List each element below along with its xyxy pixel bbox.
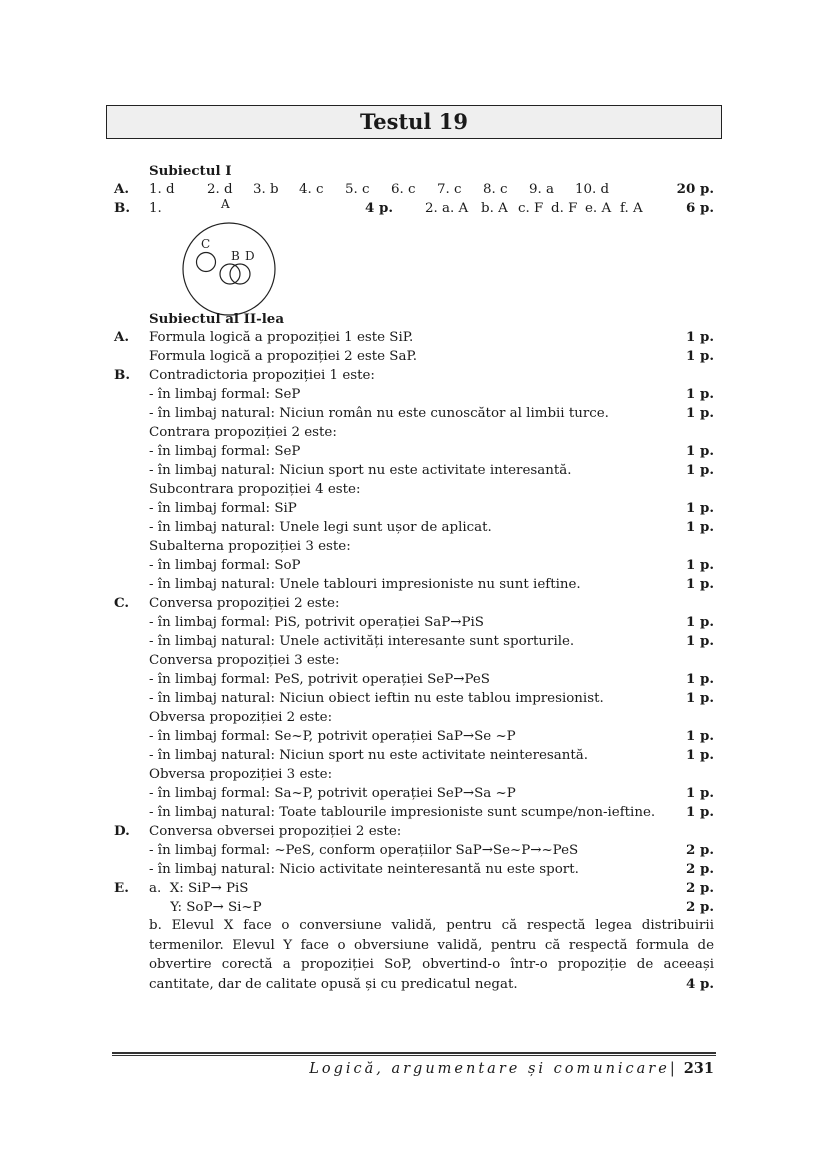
answer-line: - în limbaj formal: SiP (149, 501, 297, 516)
points: 4 p. (685, 976, 714, 992)
points: 1 p. (685, 671, 714, 687)
answer-line: Contrara propoziției 2 este: (149, 425, 337, 440)
answer-item: 10. d (575, 182, 610, 197)
answer-line: Conversa obversei propoziției 2 este: (149, 824, 402, 839)
answer-line: - în limbaj formal: ~PeS, conform operațiilor SaP→Se~P→~PeS (149, 843, 579, 858)
answer-line: Contradictoria propoziției 1 este: (149, 368, 375, 383)
subject-2-c-row (0, 803, 828, 822)
answer-item: a. A (442, 201, 469, 216)
subject-2-b-row (0, 442, 828, 461)
answer-line: - în limbaj formal: PeS, potrivit operației SeP→PeS (149, 672, 490, 687)
section-label: D. (114, 823, 130, 839)
points: 1 p. (685, 747, 714, 763)
answer-item: b. A (481, 201, 508, 216)
subject-2-b-row (0, 385, 828, 404)
answer-line: - în limbaj natural: Unele legi sunt ușor de aplicat. (149, 520, 492, 535)
points: 1 p. (685, 348, 714, 364)
points: 1 p. (685, 785, 714, 801)
answer-line: - în limbaj formal: SeP (149, 387, 301, 402)
points: 1 p. (685, 728, 714, 744)
venn-diagram (181, 220, 281, 316)
answer-line: - în limbaj formal: SeP (149, 444, 301, 459)
subject-2-b-row (0, 404, 828, 423)
footer-title: Logică, argumentare și comunicare| (309, 1061, 678, 1077)
points: 1 p. (685, 462, 714, 478)
points: 2 p. (685, 899, 714, 915)
explanation-points-row (0, 975, 828, 994)
subject-2-a-row (0, 347, 828, 366)
subject-1-heading-row (0, 162, 828, 181)
points: 2 p. (685, 861, 714, 877)
answer-line: - în limbaj natural: Unele activități interesante sunt sporturile. (149, 634, 575, 649)
answer-item: 9. a (529, 182, 555, 197)
venn-label-a: A (221, 197, 230, 211)
subject-1-heading: Subiectul I (149, 163, 232, 179)
page-number: 231 (683, 1060, 714, 1077)
item-number: 1. (149, 201, 162, 216)
footer-rule (112, 1052, 716, 1054)
subject-2-b-row (0, 575, 828, 594)
points: 1 p. (685, 386, 714, 402)
answer-item: 2. d (207, 182, 233, 197)
answer-line: a. X: SiP→ PiS (149, 881, 249, 896)
subject-2-c-row (0, 651, 828, 670)
subject-2-b-row (0, 499, 828, 518)
answer-line: - în limbaj natural: Niciun sport nu este activitate interesantă. (149, 463, 572, 478)
subject-2-b-row (0, 461, 828, 480)
points: 1 p. (685, 329, 714, 345)
answer-line: - în limbaj formal: Sa~P, potrivit operației SeP→Sa ~P (149, 786, 516, 801)
item-number: 2. (425, 201, 438, 216)
answer-item: 3. b (253, 182, 279, 197)
answer-line: - în limbaj natural: Niciun obiect ieftin nu este tablou impresionist. (149, 691, 604, 706)
answer-item: d. F (551, 201, 578, 216)
answer-line: - în limbaj natural: Niciun român nu este cunoscător al limbii turce. (149, 406, 609, 421)
subject-2-c-row (0, 594, 828, 613)
subject-2-c-row (0, 613, 828, 632)
answer-line: - în limbaj natural: Nicio activitate neinteresantă nu este sport. (149, 862, 579, 877)
points: 2 p. (685, 880, 714, 896)
section-label: A. (114, 329, 130, 345)
subject-2-c-row (0, 632, 828, 651)
subject-1-b-row (0, 199, 828, 218)
answer-line: Subalterna propoziției 3 este: (149, 539, 351, 554)
page-footer (309, 1060, 714, 1077)
subject-2-b-row (0, 518, 828, 537)
points: 4 p. (365, 200, 394, 216)
points: 1 p. (685, 405, 714, 421)
subject-2-heading-row (0, 310, 828, 329)
section-label: C. (114, 595, 130, 611)
answer-item: 6. c (391, 182, 416, 197)
section-label: E. (114, 880, 129, 896)
points: 1 p. (685, 519, 714, 535)
subject-2-c-row (0, 746, 828, 765)
points: 1 p. (685, 804, 714, 820)
answer-line: - în limbaj natural: Toate tablourile impresioniste sunt scumpe/non-ieftine. (149, 805, 656, 820)
answer-line: - în limbaj formal: SoP (149, 558, 301, 573)
answer-item: 8. c (483, 182, 508, 197)
points: 2 p. (685, 842, 714, 858)
answer-item: 1. d (149, 182, 175, 197)
answer-line: - în limbaj formal: Se~P, potrivit operației SaP→Se ~P (149, 729, 516, 744)
subject-2-d-row (0, 860, 828, 879)
answer-line: - în limbaj natural: Niciun sport nu este activitate neinteresantă. (149, 748, 589, 763)
answer-line: Obversa propoziției 3 este: (149, 767, 333, 782)
section-label: B. (114, 367, 130, 383)
subject-2-b-row (0, 366, 828, 385)
answer-item: c. F (518, 201, 544, 216)
points: 20 p. (676, 181, 714, 197)
subject-2-c-row (0, 708, 828, 727)
points: 1 p. (685, 443, 714, 459)
footer-rule (112, 1055, 716, 1056)
subject-2-d-row (0, 822, 828, 841)
points: 6 p. (685, 200, 714, 216)
answer-line: - în limbaj natural: Unele tablouri impresioniste nu sunt ieftine. (149, 577, 581, 592)
venn-label-c: C (201, 237, 211, 251)
subject-2-b-row (0, 423, 828, 442)
answer-item: f. A (620, 201, 643, 216)
points: 1 p. (685, 633, 714, 649)
answer-line: Subcontrara propoziției 4 este: (149, 482, 361, 497)
answer-item: 5. c (345, 182, 370, 197)
subject-2-c-row (0, 689, 828, 708)
points: 1 p. (685, 690, 714, 706)
points: 1 p. (685, 576, 714, 592)
answer-item: 4. c (299, 182, 324, 197)
subject-2-b-row (0, 556, 828, 575)
venn-label-b: B (231, 249, 240, 263)
subject-1-a-row (0, 180, 828, 199)
answer-line: - în limbaj formal: PiS, potrivit operației SaP→PiS (149, 615, 484, 630)
subject-2-d-row (0, 841, 828, 860)
answer-line: Conversa propoziției 2 este: (149, 596, 340, 611)
subject-2-heading: Subiectul al II-lea (149, 311, 284, 327)
subject-2-a-row (0, 328, 828, 347)
subject-2-e-row (0, 879, 828, 898)
answer-item: 7. c (437, 182, 462, 197)
points: 1 p. (685, 614, 714, 630)
circle-c (197, 253, 216, 272)
venn-label-d: D (245, 249, 255, 263)
page-title: Testul 19 (106, 105, 722, 139)
answer-line: Obversa propoziției 2 este: (149, 710, 333, 725)
subject-2-c-row (0, 670, 828, 689)
subject-2-c-row (0, 784, 828, 803)
section-label: B. (114, 200, 130, 216)
subject-2-c-row (0, 765, 828, 784)
answer-item: e. A (585, 201, 612, 216)
subject-2-b-row (0, 480, 828, 499)
points: 1 p. (685, 500, 714, 516)
subject-2-c-row (0, 727, 828, 746)
answer-line: Y: SoP→ Si~P (149, 900, 262, 915)
outer-circle-a (183, 223, 275, 315)
answer-line: Formula logică a propoziției 2 este SaP. (149, 349, 418, 364)
explanation-text: b. Elevul X face o conversiune validă, pentru că respectă legea distribuirii termenilor. Elevul Y face o obversiune validă, pentru că respectă formula de obvertire corectă a propoziției SoP, obvertind-o într-o propoziție de aceeași cantitate, dar de calitate opusă și cu predicatul negat. (149, 918, 714, 992)
points: 1 p. (685, 557, 714, 573)
subject-2-e-row (0, 898, 828, 917)
subject-2-b-row (0, 537, 828, 556)
section-label: A. (114, 181, 130, 197)
answer-line: Formula logică a propoziției 1 este SiP. (149, 330, 414, 345)
answer-line: Conversa propoziției 3 este: (149, 653, 340, 668)
